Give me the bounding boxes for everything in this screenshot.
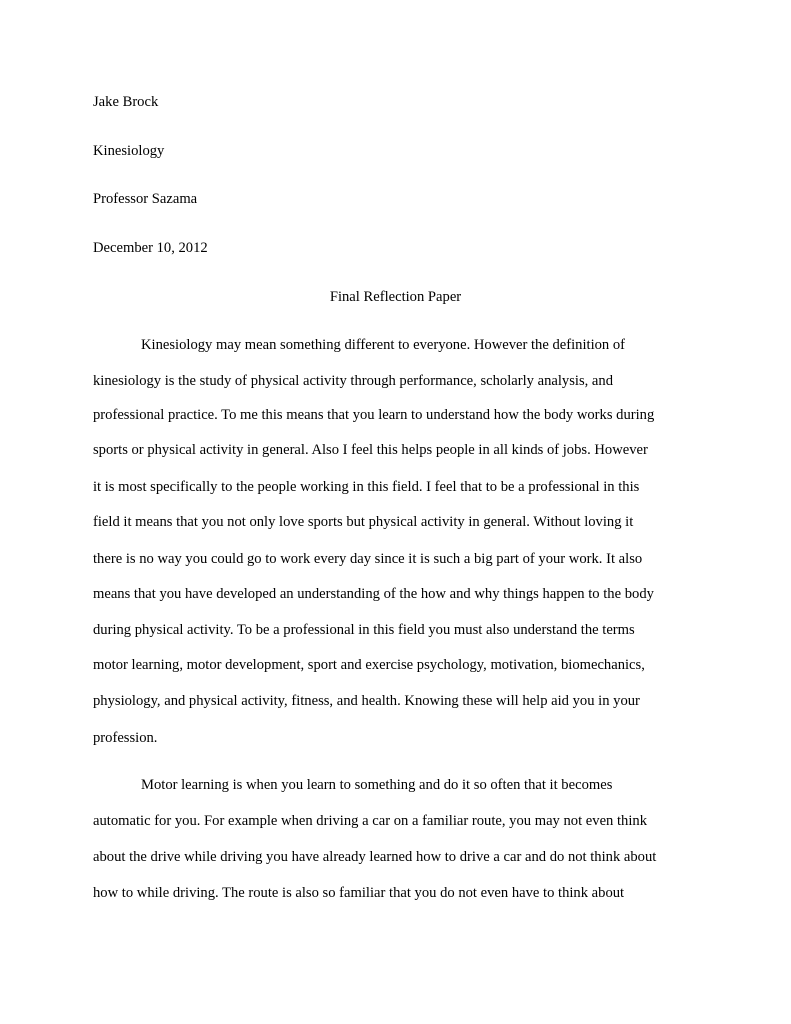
paragraph-2-line-4: how to while driving. The route is also so familiar that you do not even have to think about [93,885,625,901]
paragraph-1-line-7: there is no way you could go to work every day since it is such a big part of your work. It also [93,551,643,567]
paragraph-1-line-4: sports or physical activity in general. Also I feel this helps people in all kinds of jobs. However [93,442,648,458]
paragraph-1-line-2: kinesiology is the study of physical activity through performance, scholarly analysis, and [93,373,613,389]
document-date: December 10, 2012 [93,240,208,256]
paragraph-1-line-6: field it means that you not only love sports but physical activity in general. Without loving it [93,514,634,530]
paragraph-1-line-5: it is most specifically to the people working in this field. I feel that to be a professional in this [93,479,640,495]
paragraph-1-line-8: means that you have developed an understanding of the how and why things happen to the body [93,586,654,602]
paragraph-1-line-9: during physical activity. To be a professional in this field you must also understand the terms [93,622,635,638]
paragraph-1-line-1: Kinesiology may mean something different to everyone. However the definition of [141,337,626,353]
paragraph-2-line-1: Motor learning is when you learn to something and do it so often that it becomes [141,777,613,793]
paragraph-2-line-3: about the drive while driving you have already learned how to drive a car and do not think about [93,849,657,865]
paragraph-1-line-12: profession. [93,730,158,746]
course-name: Kinesiology [93,143,165,159]
paper-title: Final Reflection Paper [329,289,462,305]
professor-name: Professor Sazama [93,191,198,207]
paragraph-1-line-3: professional practice. To me this means that you learn to understand how the body works during [93,407,655,423]
paragraph-1-line-10: motor learning, motor development, sport and exercise psychology, motivation, biomechanics, [93,657,645,673]
author-name: Jake Brock [93,94,159,110]
paragraph-2-line-2: automatic for you. For example when driving a car on a familiar route, you may not even think [93,813,647,829]
paragraph-1-line-11: physiology, and physical activity, fitness, and health. Knowing these will help aid you in your [93,693,640,709]
